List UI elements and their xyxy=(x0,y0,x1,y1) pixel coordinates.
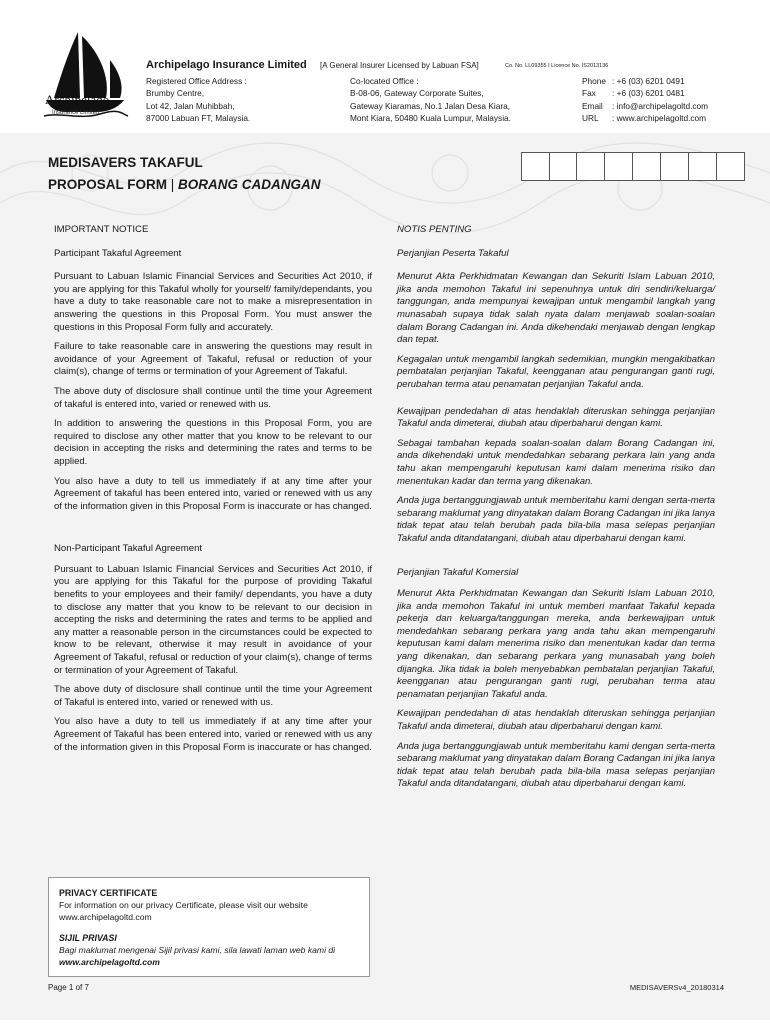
privacy-url-malay[interactable]: www.archipelagoltd.com xyxy=(59,957,160,967)
form-title-english: PROPOSAL FORM xyxy=(48,177,168,192)
contact-value: : +6 (03) 6201 0491 xyxy=(612,76,685,86)
logo-subtitle: Insurance Limited xyxy=(52,110,100,116)
contact-row xyxy=(582,100,708,112)
form-title xyxy=(48,152,321,196)
paragraph: Sebagai tambahan kepada soalan-soalan dalam Borang Cadangan ini, anda dikehendaki untuk mendedahkan sebarang perkara lain yang anda tahu akan mempengaruhi keputusan kami dalam menerima risiko dan menentukan kadar dan terma yang dikenakan. xyxy=(397,437,715,487)
proposal-number-boxes xyxy=(522,152,745,181)
section-heading: Perjanjian Takaful Komersial xyxy=(397,567,519,579)
paragraph: Kewajipan pendedahan di atas hendaklah diteruskan sehingga perjanjian Takaful anda dimeterai, diubah atau diperbaharui dengan kami. xyxy=(397,708,715,732)
ship-logo-icon xyxy=(40,28,130,123)
number-box[interactable] xyxy=(688,152,717,181)
number-box[interactable] xyxy=(660,152,689,181)
paragraph: In addition to answering the questions in this Proposal Form, you are required to disclose any other matter that you know to be relevant to our decision in accepting the risks and determining the rates and terms to be applied. xyxy=(54,418,372,467)
company-numbers: Co. No. LL09355 I Licence No. IS2013136 xyxy=(505,63,609,69)
paragraph: Pursuant to Labuan Islamic Financial Services and Securities Act 2010, if you are applying for this Takaful wholly for yourself/ family/dependants, you have a duty to take reasonable care not to make a misrepresentation in answering the questions in this Proposal Form. You must answer the questions in this Proposal Form fully and accurately. xyxy=(54,271,372,333)
page-number: Page 1 of 7 xyxy=(48,983,89,992)
malay-notice-column xyxy=(397,224,715,791)
contact-row xyxy=(582,87,708,99)
contact-row xyxy=(582,75,708,87)
address-line: Mont Kiara, 50480 Kuala Lumpur, Malaysia. xyxy=(350,112,511,123)
number-box[interactable] xyxy=(716,152,745,181)
contact-value: : www.archipelagoltd.com xyxy=(612,112,707,123)
privacy-heading-malay: SIJIL PRIVASI xyxy=(59,933,117,943)
paragraph: Kewajipan pendedahan di atas hendaklah diteruskan sehingga perjanjian Takaful anda dimeterai, diubah atau diperbaharui dengan kami. xyxy=(397,405,715,430)
privacy-certificate-box xyxy=(48,877,370,977)
contact-label: Fax xyxy=(582,88,596,99)
address-line: 87000 Labuan FT, Malaysia. xyxy=(146,112,251,123)
number-box[interactable] xyxy=(521,152,550,181)
number-box[interactable] xyxy=(632,152,661,181)
paragraph: Anda juga bertanggungjawab untuk memberitahu kami dengan serta-merta sebarang maklumat yang dinyatakan dalam Borang Cadangan ini jika lanya tidak tepat atau telah berubah pada bila-bila masa selepas perjanjian Takaful anda ditandatangani, diubah atau diperbaharui dengan kami. xyxy=(397,740,715,790)
privacy-text: For information on our privacy Certificate, please visit our website xyxy=(59,900,308,910)
contact-details xyxy=(582,75,708,124)
contact-value: : +6 (03) 6201 0481 xyxy=(612,88,685,99)
paragraph: You also have a duty to tell us immediately if at any time after your Agreement of takaful has been entered into, varied or renewed with us any of the information given in this Proposal Form is inaccurate or has changed. xyxy=(54,475,372,512)
paragraph: The above duty of disclosure shall continue until the time your Agreement of Takaful is entered into, varied or renewed with us. xyxy=(54,684,372,708)
paragraph: Failure to take reasonable care in answering the questions may result in avoidance of your Agreement of Takaful, refusal or reduction of your claim(s), change of terms or termination of your Agreement of Takaful. xyxy=(54,341,372,378)
document-code: MEDISAVERSv4_20180314 xyxy=(629,983,724,992)
number-box[interactable] xyxy=(576,152,605,181)
paragraph: The above duty of disclosure shall continue until the time your Agreement of takaful is entered into, varied or renewed with us. xyxy=(54,385,372,410)
contact-label: Phone xyxy=(582,76,606,86)
english-notice-column xyxy=(54,224,372,754)
address-line: Brumby Centre, xyxy=(146,88,205,99)
form-title-line1: MEDISAVERS TAKAFUL xyxy=(48,155,203,170)
address-line: Gateway Kiaramas, No.1 Jalan Desa Kiara, xyxy=(350,100,511,111)
privacy-heading: PRIVACY CERTIFICATE xyxy=(59,888,158,898)
contact-row xyxy=(582,112,708,124)
title-separator: | xyxy=(167,177,179,192)
company-licence: [A General Insurer Licensed by Labuan FSA] xyxy=(320,61,479,70)
address-line: Lot 42, Jalan Muhibbah, xyxy=(146,100,235,111)
address-line: B-08-06, Gateway Corporate Suites, xyxy=(350,88,484,99)
paragraph: Anda juga bertanggungjawab untuk memberitahu kami dengan serta-merta sebarang maklumat yang dinyatakan dalam Borang Cadangan ini jika lanya tidak tepat atau telah berubah pada bila-bila masa selepas perjanjian Takaful anda ditandatangani, diubah atau diperbaharui dengan kami. xyxy=(397,495,715,544)
form-title-malay: BORANG CADANGAN xyxy=(178,177,321,192)
paragraph: Pursuant to Labuan Islamic Financial Services and Securities Act 2010, if you are applying for this Takaful for the purpose of providing Takaful benefits to your employees and their family/ dependants, you have a duty to disclose any matter that you know to be relevant to our decision in accepting the risks and determining the rates and terms to be applied and any matter a reasonable person in the circumstances could be expected to know to be relevant, otherwise it may result in avoidance of your Agreement of Takaful, refusal or reduction of your claim(s), change of terms or termination of your Agreement of Takaful. xyxy=(54,563,372,676)
paragraph: You also have a duty to tell us immediately if at any time after your Agreement of Takaful has been entered into, varied or renewed with us any of the information given in this Proposal Form is inaccurate or has changed. xyxy=(54,716,372,753)
contact-value: : info@archipelagoltd.com xyxy=(612,100,709,111)
number-box[interactable] xyxy=(604,152,633,181)
notice-heading: IMPORTANT NOTICE xyxy=(54,224,149,235)
number-box[interactable] xyxy=(549,152,578,181)
section-heading: Non-Participant Takaful Agreement xyxy=(54,543,203,555)
contact-label: Email xyxy=(582,100,603,111)
contact-label: URL xyxy=(582,112,599,123)
privacy-url[interactable]: www.archipelagoltd.com xyxy=(59,912,152,922)
address-line: Co-located Office : xyxy=(350,76,419,86)
colocated-office-address xyxy=(350,75,511,124)
logo-wordmark: Archipelago xyxy=(45,92,110,107)
section-heading: Perjanjian Peserta Takaful xyxy=(397,247,509,259)
section-heading: Participant Takaful Agreement xyxy=(54,247,182,259)
paragraph: Menurut Akta Perkhidmatan Kewangan dan Sekuriti Islam Labuan 2010, jika anda memohon Takaful ini sepenuhnya untuk diri sendiri/keluarga/ tanggungan, anda mempunyai kewajipan untuk mengambil langkah yang munasabah supaya tidak salah nyata dalam menjawab soalan-soalan dalam Borang Cadangan ini. Anda dikehendaki menjawab dengan lengkap dan tepat. xyxy=(397,271,715,346)
registered-office-address xyxy=(146,75,250,124)
company-name: Archipelago Insurance Limited xyxy=(146,59,307,71)
paragraph: Menurut Akta Perkhidmatan Kewangan dan Sekuriti Islam Labuan 2010, jika anda memohon Takaful ini untuk memberi manfaat Takaful kepada pekerja dan keluarga/tanggungan mereka, anda berkewajipan untuk mendedahkan sebarang perkara yang anda tahu akan mempengaruhi keputusan kami dalam menerima risiko dan menentukan kadar dan terma yang dikenakan, dan sebarang perkara yang munasabah yang boleh dijangka. Jika tidak ia boleh menyebabkan pembatalan perjanjian Takaful, keengganan atau pengurangan ganti rugi, perubahan terma atau penamatan perjanjian Takaful anda. xyxy=(397,588,715,700)
address-line: Registered Office Address : xyxy=(146,76,247,86)
paragraph: Kegagalan untuk mengambil langkah sedemikian, mungkin mengakibatkan pembatalan perjanjian Takaful, keengganan atau pengurangan ganti rugi, perubahan terma atau penamatan perjanjian Takaful anda. xyxy=(397,353,715,390)
notice-heading: NOTIS PENTING xyxy=(397,224,472,235)
privacy-text-malay: Bagi maklumat mengenai Sijil privasi kami, sila lawati laman web kami di xyxy=(59,945,336,955)
